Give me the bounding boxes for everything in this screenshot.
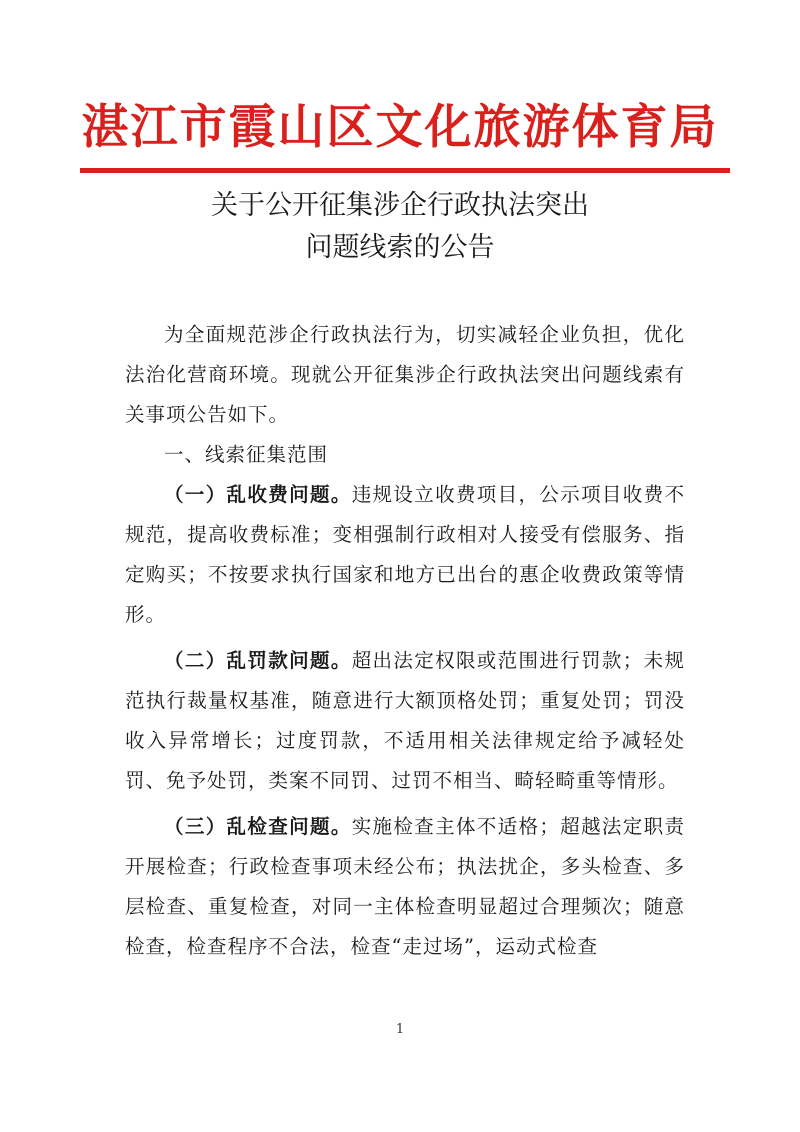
item-paragraph-inspections bbox=[125, 807, 685, 967]
item-heading-fines: （二）乱罚款问题。 bbox=[164, 649, 352, 672]
header-red-rule bbox=[80, 168, 730, 173]
section-heading-scope: 一、线索征集范围 bbox=[164, 443, 329, 466]
item-paragraph-fines bbox=[125, 641, 685, 801]
item-paragraph-fees bbox=[125, 475, 685, 635]
item-body-fees: 违规设立收费项目，公示项目收费不规范，提高收费标准；变相强制行政相对人接受有偿服务、指定购买；不按要求执行国家和地方已出台的惠企收费政策等情形。 bbox=[125, 483, 685, 626]
item-heading-fees: （一）乱收费问题。 bbox=[164, 483, 352, 506]
intro-paragraph: 为全面规范涉企行政执法行为，切实减轻企业负担，优化法治化营商环境。现就公开征集涉企行政执法突出问题线索有关事项公告如下。 bbox=[125, 323, 685, 426]
item-body-inspections: 实施检查主体不适格；超越法定职责开展检查；行政检查事项未经公布；执法扰企，多头检查、多层检查、重复检查，对同一主体检查明显超过合理频次；随意检查，检查程序不合法，检查“走过场”，运动式检查 bbox=[125, 815, 685, 958]
item-heading-inspections: （三）乱检查问题。 bbox=[164, 815, 352, 838]
document-title-line-2: 问题线索的公告 bbox=[305, 232, 495, 263]
page-number: 1 bbox=[395, 1022, 405, 1037]
issuing-authority-header: 湛江市霞山区文化旅游体育局 bbox=[81, 100, 719, 155]
document-title-line-1: 关于公开征集涉企行政执法突出 bbox=[211, 190, 589, 221]
document-body bbox=[125, 315, 685, 967]
item-body-fines: 超出法定权限或范围进行罚款；未规范执行裁量权基准，随意进行大额顶格处罚；重复处罚；罚没收入异常增长；过度罚款，不适用相关法律规定给予减轻处罚、免予处罚，类案不同罚、过罚不相当、畸轻畸重等情形。 bbox=[125, 649, 685, 792]
